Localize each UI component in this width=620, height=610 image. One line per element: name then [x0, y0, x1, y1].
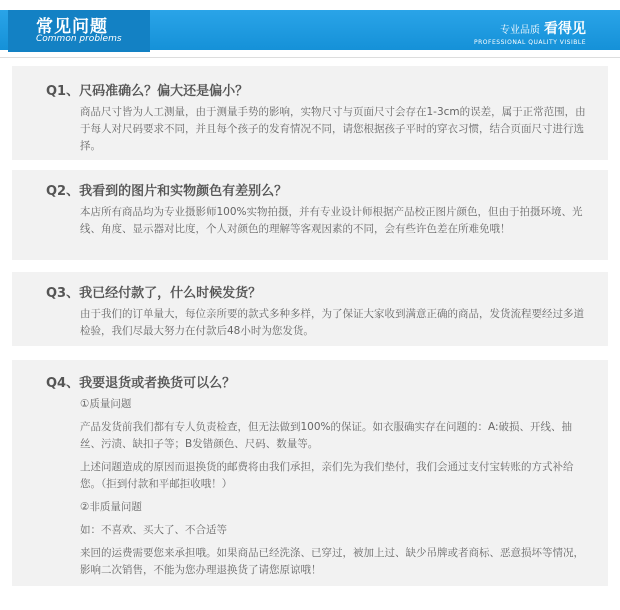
faq-item-3: [12, 272, 608, 346]
faq-answer: [80, 306, 590, 340]
faq-question: Q4、我要退货或者换货可以么？: [46, 376, 236, 391]
header-slogan: [474, 18, 586, 46]
quality-issue-refund-text: 上述问题造成的原因而退换货的邮费将由我们承担，亲们先为我们垫付，我们会通过支付宝转账的方式补给您。（拒到付款和平邮拒收哦！）: [80, 461, 574, 490]
slogan-english: PROFESSIONAL QUALITY VISIBLE: [474, 39, 586, 46]
non-quality-issue-examples: 如：不喜欢、买大了、不合适等: [80, 524, 227, 536]
faq-question: Q2、我看到的图片和实物颜色有差别么？: [46, 184, 288, 199]
non-quality-issue-text: 来回的运费需要您来承担哦。如果商品已经洗涤、已穿过，被加上过、缺少吊牌或者商标、恶意损坏等情况，影响二次销售，不能为您办理退换货了请您原谅哦！: [80, 547, 584, 576]
quality-issue-title: ①质量问题: [80, 398, 132, 410]
faq-question: Q3、我已经付款了，什么时候发货？: [46, 286, 262, 301]
faq-answer-text: 商品尺寸皆为人工测量，由于测量手势的影响，实物尺寸与页面尺寸会存在1-3cm的误差，属于正常范围，由于每人对尺码要求不同，并且每个孩子的发育情况不同，请您根据孩子平时的穿衣习惯，结合页面尺寸进行选择。: [80, 106, 586, 152]
quality-issue-text: 产品发货前我们都有专人负责检查，但无法做到100%的保证。如衣服确实存在问题的：A:破损、开线、抽丝、污渍、缺扣子等；B发错颜色、尺码、数量等。: [80, 421, 573, 450]
page-subtitle: Common problems: [36, 34, 122, 44]
faq-answer: [80, 104, 590, 155]
slogan-big: 看得见: [544, 21, 586, 37]
slogan-small: 专业品质: [500, 25, 540, 36]
header-divider: [0, 57, 620, 58]
non-quality-issue-title: ②非质量问题: [80, 501, 142, 513]
faq-question: Q1、尺码准确么？偏大还是偏小？: [46, 84, 249, 99]
faq-item-4: [12, 360, 608, 586]
page-header: [0, 0, 620, 58]
faq-answer-text: 本店所有商品均为专业摄影师100%实物拍摄，并有专业设计师根据产品校正图片颜色，但由于拍摄环境、光线、角度、显示器对比度，个人对颜色的理解等客观因素的不同，会有些许色差在所难免哦！: [80, 206, 583, 235]
faq-answer: [80, 396, 590, 579]
faq-answer-text: 由于我们的订单量大，每位亲所要的款式多种多样，为了保证大家收到满意正确的商品，发货流程要经过多道检验，我们尽最大努力在付款后48小时为您发货。: [80, 308, 584, 337]
faq-item-2: [12, 170, 608, 260]
faq-item-1: [12, 66, 608, 160]
faq-answer: [80, 204, 590, 238]
page-title: 常见问题: [36, 17, 108, 37]
